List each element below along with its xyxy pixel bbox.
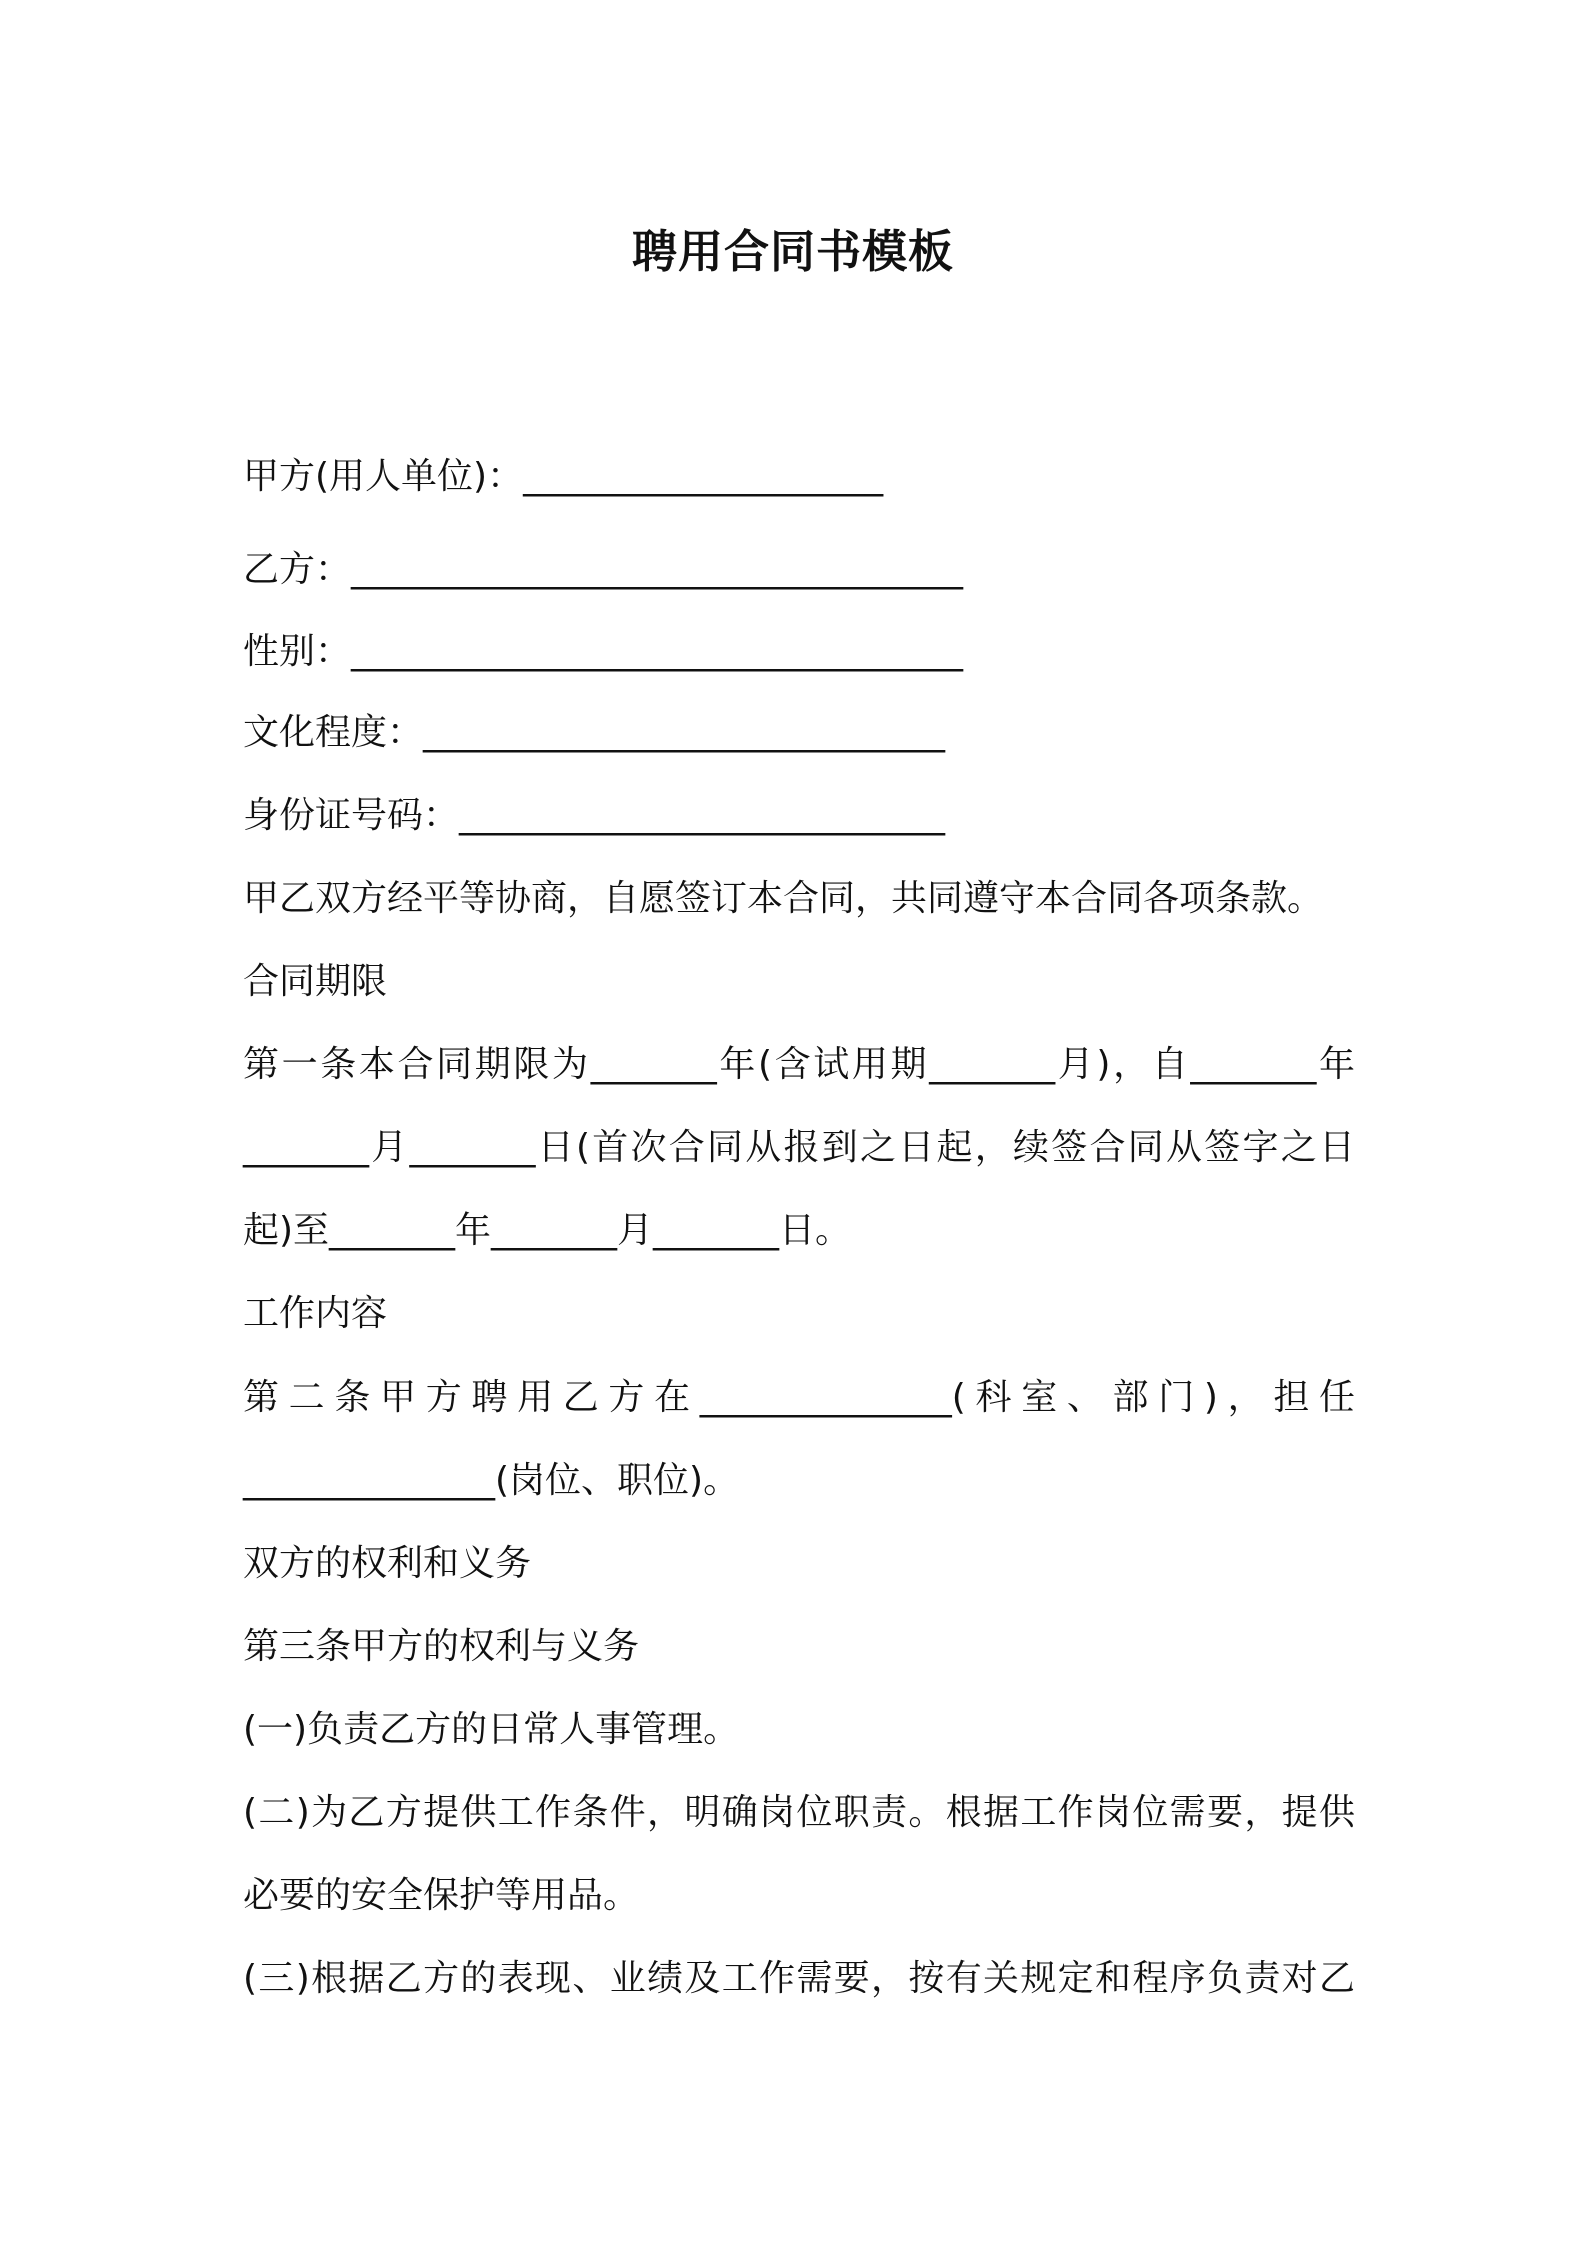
article3-heading: 第三条甲方的权利与义务 xyxy=(243,1626,640,1667)
article3-item2-line2: 必要的安全保护等用品。 xyxy=(243,1875,640,1916)
article3-item1: (一)负责乙方的日常人事管理。 xyxy=(243,1709,740,1750)
article3-item3-line1: (三)根据乙方的表现、业绩及工作需要，按有关规定和程序负责对乙 xyxy=(243,1958,1355,1999)
rights-heading: 双方的权利和义务 xyxy=(243,1543,532,1584)
gender-field: 性别：__________________________________ xyxy=(243,631,964,672)
education-field: 文化程度：_____________________________ xyxy=(243,712,946,753)
document-title: 聘用合同书模板 xyxy=(631,225,954,278)
article2-line2: ______________(岗位、职位)。 xyxy=(243,1460,740,1501)
id-number-field: 身份证号码：___________________________ xyxy=(243,795,946,836)
article1-line3: 起)至_______年_______月_______日。 xyxy=(243,1210,852,1251)
term-heading: 合同期限 xyxy=(243,961,388,1002)
party-a-field: 甲方(用人单位)：____________________ xyxy=(243,456,884,497)
article2-line1: 第二条甲方聘用乙方在______________(科室、部门)，担任 xyxy=(243,1377,1355,1418)
party-b-field: 乙方：__________________________________ xyxy=(243,549,964,590)
article1-line2: _______月_______日(首次合同从报到之日起，续签合同从签字之日 xyxy=(243,1127,1355,1168)
intro-paragraph: 甲乙双方经平等协商，自愿签订本合同，共同遵守本合同各项条款。 xyxy=(243,878,1324,919)
article3-item2-line1: (二)为乙方提供工作条件，明确岗位职责。根据工作岗位需要，提供 xyxy=(243,1792,1355,1833)
article1-line1: 第一条本合同期限为_______年(含试用期_______月)，自_______年 xyxy=(243,1044,1355,1085)
work-heading: 工作内容 xyxy=(243,1293,388,1334)
